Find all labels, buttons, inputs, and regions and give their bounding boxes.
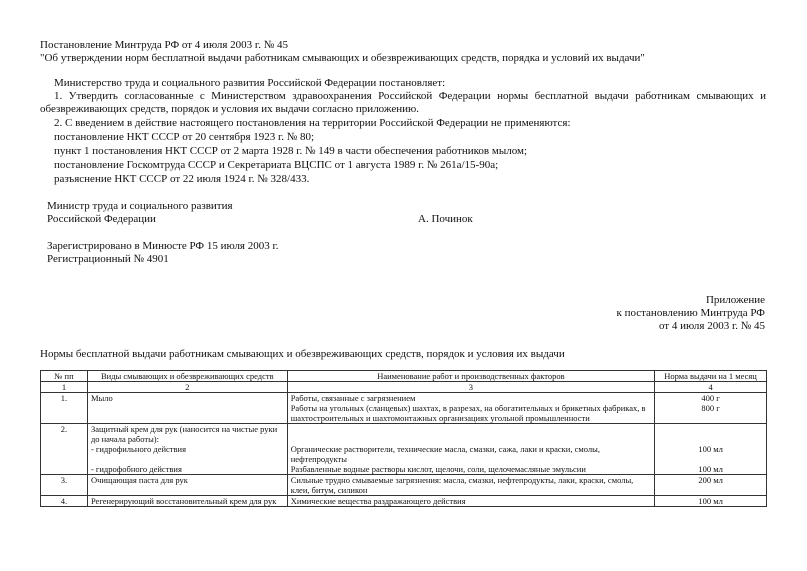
agent-cell: Мыло (87, 393, 287, 424)
registration-line: Зарегистрировано в Минюсте РФ 15 июля 2003 г. (47, 240, 279, 252)
repealed-item: разъяснение НКТ СССР от 22 июля 1924 г. № 328/433. (54, 173, 310, 185)
agent-text: - гидрофильного действия (90, 444, 186, 454)
work-cell: Сильные трудно смываемые загрязнения: масла, смазки, нефтепродукты, лаки, краски, смолы, клеи, битум, силикон (287, 475, 654, 496)
agent-cell: Регенерирующий восстановительный крем для рук (87, 496, 287, 507)
signature-position: Министр труда и социального развития (47, 200, 233, 212)
signature-name: А. Починок (418, 213, 473, 225)
norm-cell (655, 424, 767, 475)
table-row (41, 475, 767, 496)
appendix-date: от 4 июля 2003 г. № 45 (658, 320, 765, 332)
paragraph-2: 2. С введением в действие настоящего постановления на территории Российской Федерации не применяются: (54, 117, 571, 129)
row-number: 2. (41, 424, 88, 475)
table-row (41, 424, 767, 475)
norm-value: 400 г (701, 393, 720, 403)
repealed-item: пункт 1 постановления НКТ СССР от 2 марта 1928 г. № 149 в части обеспечения работников мылом; (54, 145, 527, 157)
work-text: Работы, связанные с загрязнением (290, 393, 416, 403)
table-row (41, 393, 767, 424)
agent-cell: Очищающая паста для рук (87, 475, 287, 496)
table-header-row (41, 371, 767, 382)
intro-paragraph: Министерство труда и социального развития Российской Федерации постановляет: (54, 77, 446, 89)
column-number: 3 (287, 382, 654, 393)
document-title: Постановление Минтруда РФ от 4 июля 2003 г. № 45 (40, 39, 288, 51)
agent-text: - гидрофобного действия (90, 464, 182, 474)
row-number: 3. (41, 475, 88, 496)
work-cell (287, 393, 654, 424)
row-number: 1. (41, 393, 88, 424)
appendix-label: Приложение (705, 294, 765, 306)
header-number: № пп (41, 371, 88, 382)
column-number: 2 (87, 382, 287, 393)
agent-cell (87, 424, 287, 475)
work-cell: Химические вещества раздражающего действия (287, 496, 654, 507)
registration-number: Регистрационный № 4901 (47, 253, 169, 265)
table-row (41, 496, 767, 507)
norm-value: 100 мл (698, 464, 723, 474)
row-number: 4. (41, 496, 88, 507)
repealed-item: постановление НКТ СССР от 20 сентября 1923 г. № 80; (54, 131, 315, 143)
paragraph-1: 1. Утвердить согласованные с Министерством здравоохранения Российской Федерации нормы бесплатной выдачи работникам смывающих и обезвреживающих средств, порядок и условия их выдачи согласно приложению. (40, 90, 766, 115)
document-subtitle: "Об утверждении норм бесплатной выдачи работникам смывающих и обезвреживающих средств, порядка и условий их выдачи" (40, 52, 645, 64)
column-number: 1 (41, 382, 88, 393)
work-text: Работы на угольных (сланцевых) шахтах, в разрезах, на обогатительных и брикетных фабриках, в шахтостроительных и шахтомонтажных организациях угольной промышленности (290, 403, 646, 423)
agent-text: Защитный крем для рук (наносится на чистые руки до начала работы): (90, 424, 278, 444)
work-cell (287, 424, 654, 475)
repealed-item: постановление Госкомтруда СССР и Секретариата ВЦСПС от 1 августа 1989 г. № 261а/15-90а; (54, 159, 499, 171)
work-text: Разбавленные водные растворы кислот, щелочи, соли, щелочемасляные эмульсии (290, 464, 586, 474)
appendix-reference: к постановлению Минтруда РФ (616, 307, 765, 319)
norm-cell: 100 мл (655, 496, 767, 507)
column-number-row (41, 382, 767, 393)
norm-cell (655, 393, 767, 424)
work-text: Органические растворители, технические масла, смазки, сажа, лаки и краски, смолы, нефтепродукты (290, 444, 600, 464)
norms-table (40, 370, 767, 507)
column-number: 4 (655, 382, 767, 393)
norm-value: 800 г (701, 403, 720, 413)
norm-value: 100 мл (698, 444, 723, 454)
header-agent: Виды смывающих и обезвреживающих средств (87, 371, 287, 382)
norm-cell: 200 мл (655, 475, 767, 496)
signature-position-2: Российской Федерации (47, 213, 156, 225)
header-work: Наименование работ и производственных факторов (287, 371, 654, 382)
header-norm: Норма выдачи на 1 месяц (655, 371, 767, 382)
appendix-title: Нормы бесплатной выдачи работникам смывающих и обезвреживающих средств, порядок и условия их выдачи (40, 348, 565, 360)
